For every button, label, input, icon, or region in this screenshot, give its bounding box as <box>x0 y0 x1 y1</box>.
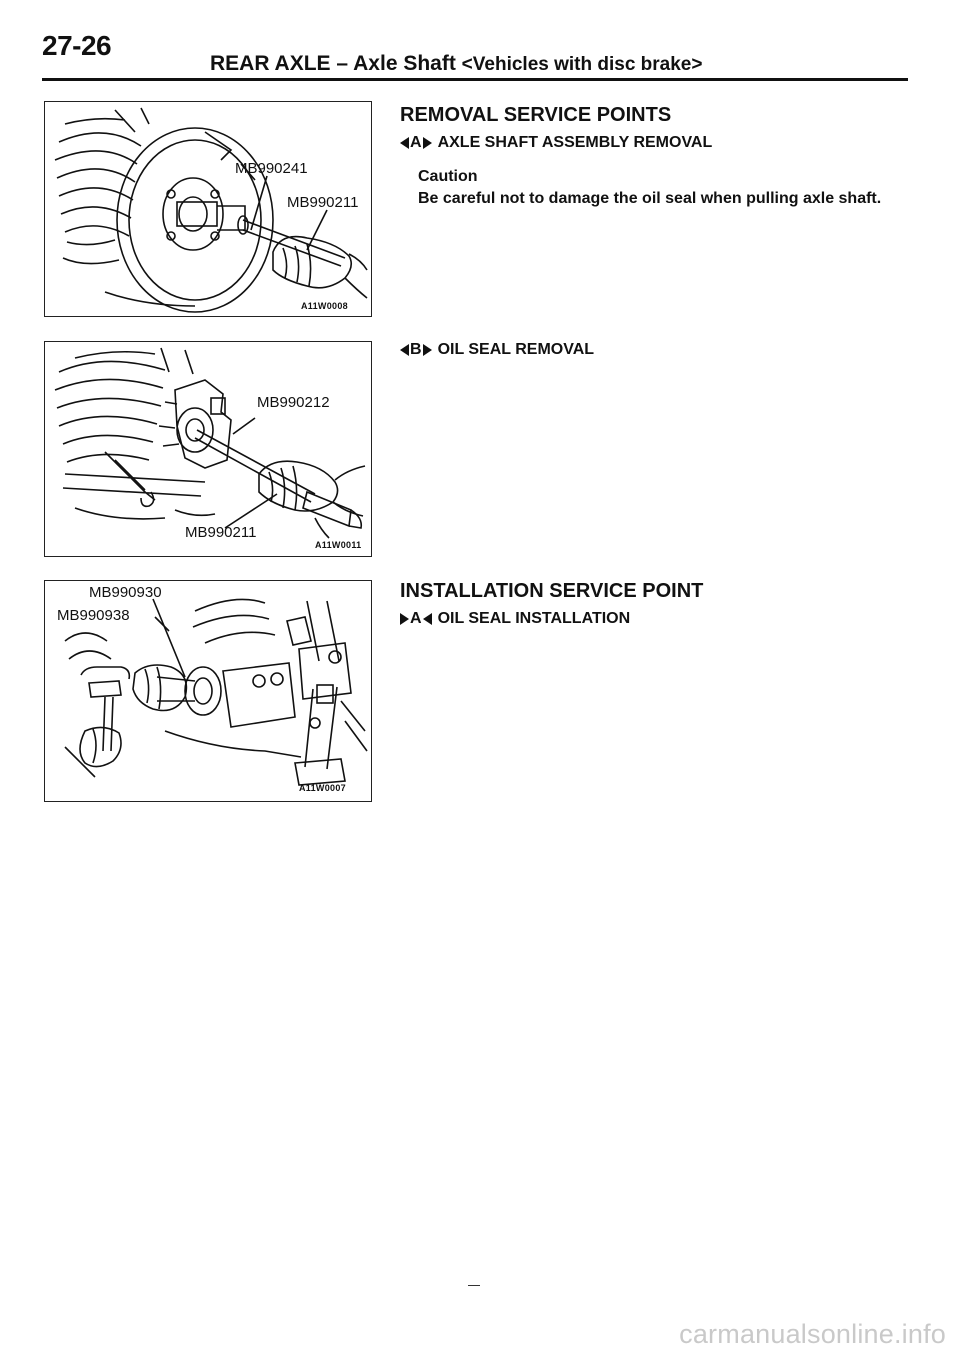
service-tag-a: A <box>400 134 432 152</box>
triangle-left-icon <box>423 613 432 625</box>
page-number: 27-26 <box>42 30 112 61</box>
item-label: OIL SEAL REMOVAL <box>437 341 595 358</box>
service-tag-b: B <box>400 341 432 359</box>
figure-code: A11W0007 <box>299 783 346 793</box>
tool-label: MB990212 <box>257 394 330 411</box>
figure-oil-seal-installation <box>44 580 372 802</box>
caution-text: Be careful not to damage the oil seal when pulling axle shaft. <box>418 190 882 207</box>
footer-mark <box>468 1285 480 1286</box>
installation-item-a <box>400 610 630 628</box>
triangle-right-icon <box>400 613 409 625</box>
header-rule <box>42 78 908 81</box>
tool-label: MB990930 <box>89 584 162 601</box>
page-title <box>210 52 702 76</box>
triangle-left-icon <box>400 344 409 356</box>
item-label: OIL SEAL INSTALLATION <box>437 610 631 627</box>
triangle-right-icon <box>423 137 432 149</box>
removal-heading: REMOVAL SERVICE POINTS <box>400 104 672 126</box>
tool-label: MB990241 <box>235 160 308 177</box>
tool-label: MB990211 <box>185 524 257 541</box>
installation-heading: INSTALLATION SERVICE POINT <box>400 580 704 602</box>
tool-label: MB990938 <box>57 607 130 624</box>
title-subtitle: <Vehicles with disc brake> <box>461 54 703 75</box>
figure-code: A11W0011 <box>315 540 362 550</box>
tool-label: MB990211 <box>287 194 359 211</box>
figure-oil-seal-removal <box>44 341 372 557</box>
title-main: REAR AXLE – Axle Shaft <box>210 52 456 75</box>
triangle-left-icon <box>400 137 409 149</box>
watermark: carmanualsonline.info <box>679 1319 946 1349</box>
caution-title: Caution <box>418 168 478 185</box>
triangle-right-icon <box>423 344 432 356</box>
service-tag-a-install: A <box>400 610 432 628</box>
figure-axle-shaft-removal <box>44 101 372 317</box>
removal-item-a <box>400 134 712 152</box>
item-label: AXLE SHAFT ASSEMBLY REMOVAL <box>437 134 713 151</box>
removal-item-b <box>400 341 594 359</box>
figure-code: A11W0008 <box>301 301 348 311</box>
